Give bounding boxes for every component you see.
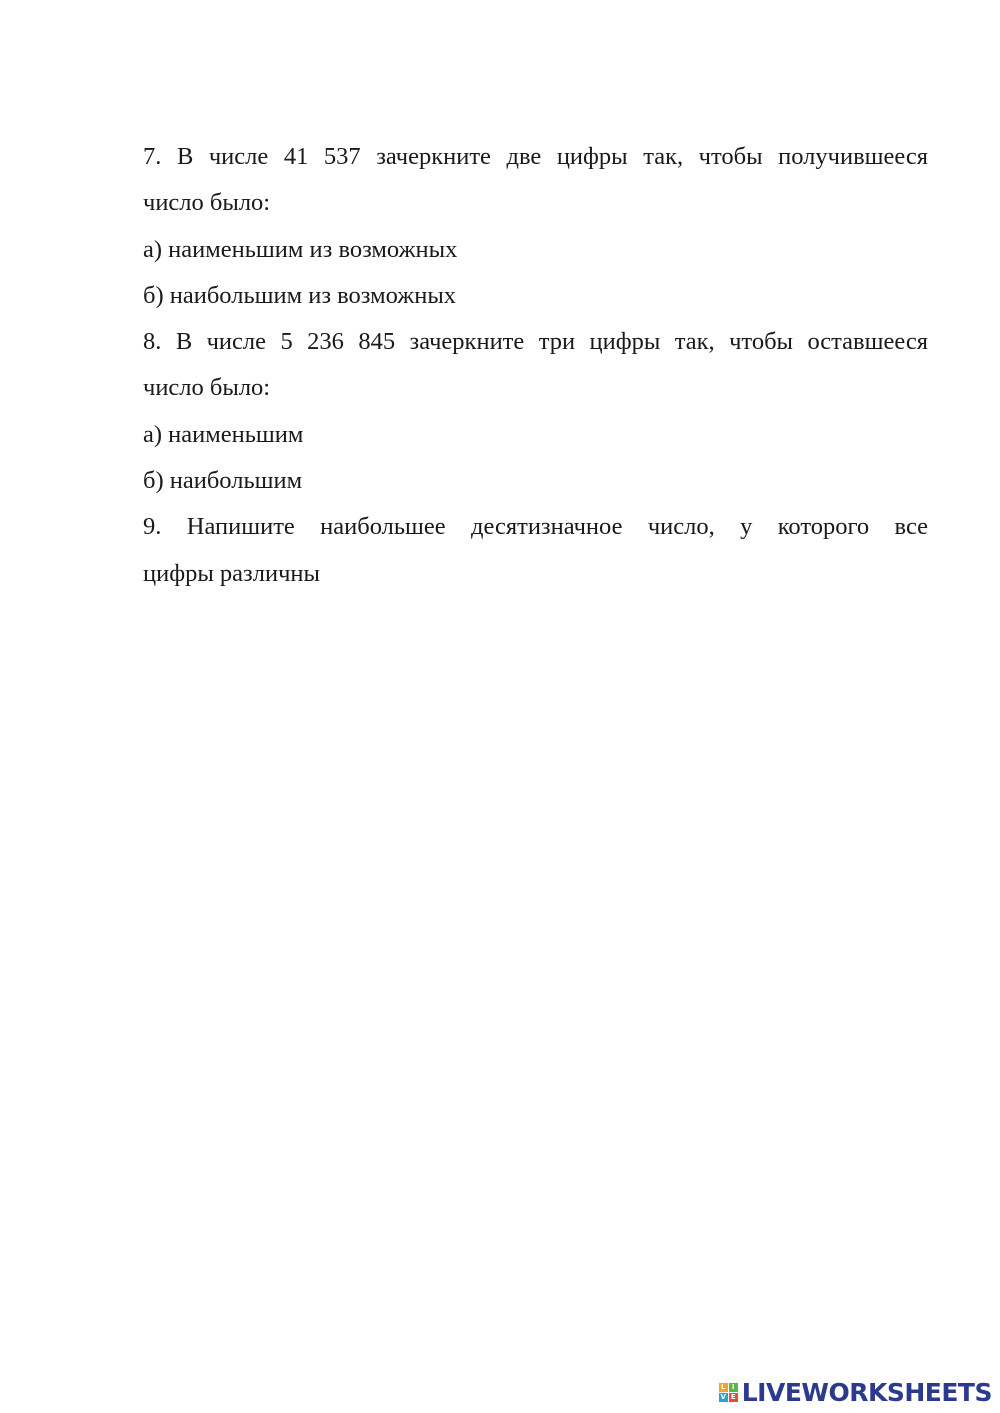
question-8-option-b: б) наибольшим xyxy=(143,467,303,495)
question-8-option-a: а) наименьшим xyxy=(143,420,304,448)
question-7-option-b: б) наибольшим из возможных xyxy=(143,281,457,309)
question-7-option-a: а) наименьшим из возможных xyxy=(143,235,458,263)
question-8-line-2: число было: xyxy=(143,374,271,402)
logo-tile-i: I xyxy=(729,1383,738,1392)
logo-tile-v: V xyxy=(720,1393,726,1401)
question-9-line-1: 9. Напишите наибольшее десятизначное число, у которого все xyxy=(143,513,928,541)
worksheet-page xyxy=(143,134,928,597)
liveworksheets-logo xyxy=(719,1378,992,1407)
liveworksheets-logo-icon xyxy=(719,1383,738,1402)
logo-tile-l: L xyxy=(719,1383,728,1392)
liveworksheets-logo-text: LIVEWORKSHEETS xyxy=(741,1378,992,1407)
question-9-line-2: цифры различны xyxy=(143,559,320,587)
question-8-line-1: 8. В числе 5 236 845 зачеркните три цифры так, чтобы оставшееся xyxy=(143,328,928,356)
logo-tile-e: E xyxy=(729,1393,738,1402)
question-7-line-2: число было: xyxy=(143,189,271,217)
question-7-line-1: 7. В числе 41 537 зачеркните две цифры так, чтобы получившееся xyxy=(143,143,928,170)
